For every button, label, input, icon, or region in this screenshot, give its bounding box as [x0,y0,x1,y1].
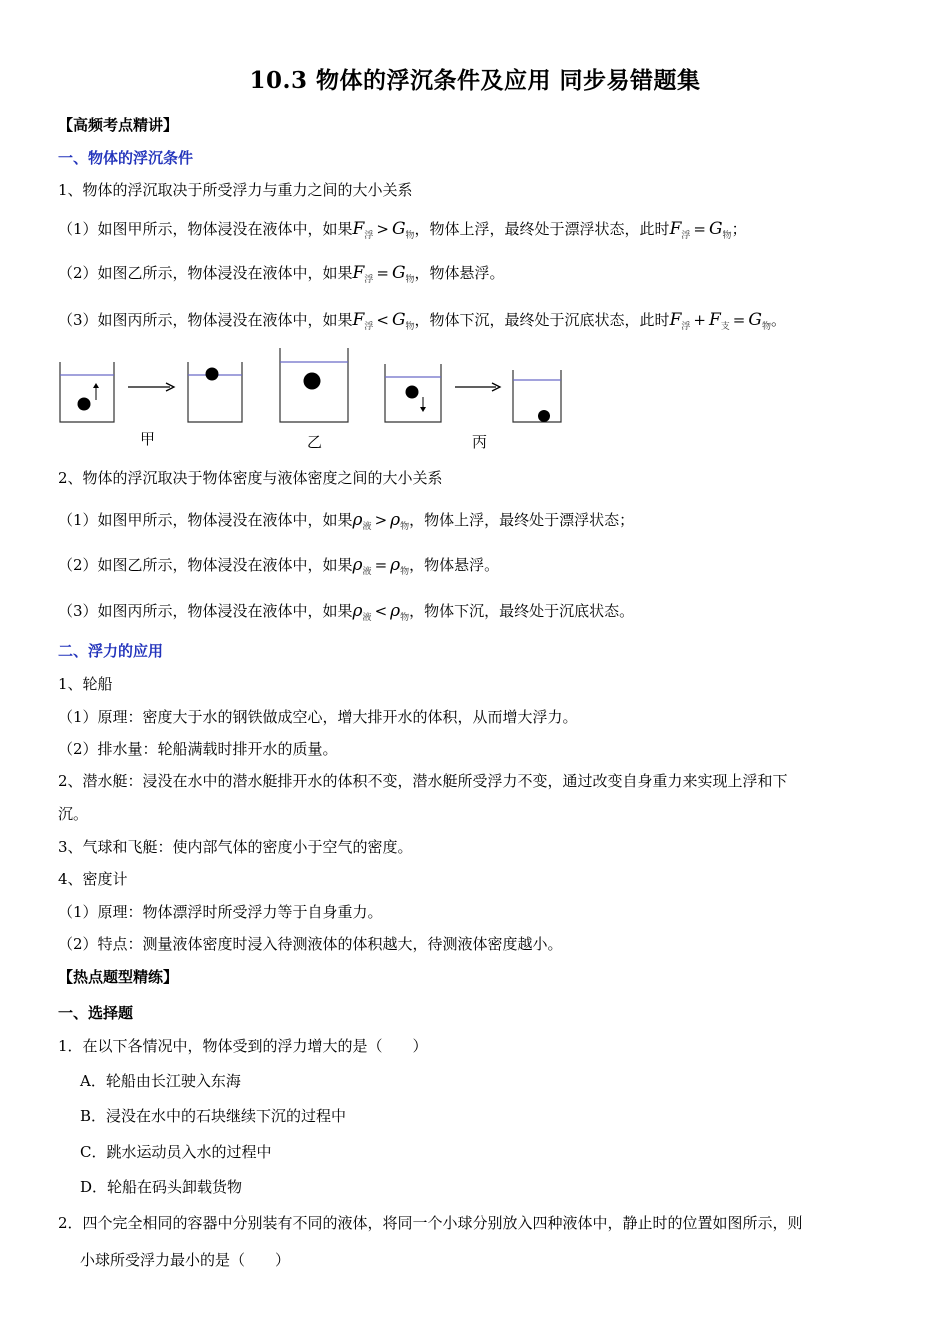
question-2-line2: 小球所受浮力最小的是（ ） [80,1251,291,1269]
page-title: 10.3 物体的浮沉条件及应用 同步易错题集 [249,67,701,94]
container-yi [280,348,348,422]
condition-line-2: （2）如图乙所示，物体浸没在液体中，如果$F_浮 = G_物$，物体悬浮。 [58,263,505,285]
formula-rho-lt: $\rho_液 < \rho_物$ [352,601,410,623]
container-bing-after [513,370,561,422]
formula-f-gt-g: $F_浮 > G_物$ [352,219,415,241]
container-bing-before [385,364,441,422]
question-1-option-d: D．轮船在码头卸载货物 [80,1178,243,1196]
question-1-option-b: B．浸没在水中的石块继续下沉的过程中 [80,1107,347,1125]
formula-rho-gt: $\rho_液 > \rho_物$ [352,510,410,532]
app-ship: 1、轮船 [58,675,113,693]
app-hydrometer: 4、密度计 [58,870,128,888]
arrow-bing [455,383,500,391]
formula-rho-eq: $\rho_液 = \rho_物$ [352,555,410,577]
question-2-line1: 2．四个完全相同的容器中分别装有不同的液体，将同一个小球分别放入四种液体中，静止时的位置如图所示，则 [58,1214,803,1232]
heading-buoyancy-applications: 二、浮力的应用 [58,642,164,660]
app-submarine-line2: 沉。 [58,805,89,823]
heading-float-sink-conditions: 一、物体的浮沉条件 [58,149,194,167]
formula-f-eq-g: $F_浮 = G_物$ [669,219,732,241]
label-jia: 甲 [140,430,156,448]
formula-f-eq-g-suspend: $F_浮 = G_物$ [352,263,415,285]
condition-line-3: （3）如图丙所示，物体浸没在液体中，如果$F_浮 < G_物$，物体下沉，最终处于沉底状态，此时$F_浮 + F_支 = G_物$。 [58,310,786,332]
label-bing: 丙 [472,433,488,451]
density-line-3: （3）如图丙所示，物体浸没在液体中，如果$\rho_液 < \rho_物$，物体下沉，最终处于沉底状态。 [58,601,635,623]
formula-f-lt-g: $F_浮 < G_物$ [352,310,415,332]
density-line-1: （1）如图甲所示，物体浸没在液体中，如果$\rho_液 > \rho_物$，物体上浮，最终处于漂浮状态； [58,510,635,532]
app-balloon: 3、气球和飞艇：使内部气体的密度小于空气的密度。 [58,838,413,856]
question-1: 1．在以下各情况中，物体受到的浮力增大的是（ ） [58,1037,428,1055]
condition-line-1: （1）如图甲所示，物体浸没在液体中，如果$F_浮 > G_物$，物体上浮，最终处于漂浮状态，此时$F_浮 = G_物$； [58,219,747,241]
arrow-jia [128,383,174,391]
container-jia-before [60,362,114,422]
container-jia-after [188,362,242,422]
density-line-2: （2）如图乙所示，物体浸没在液体中，如果$\rho_液 = \rho_物$，物体悬浮。 [58,555,500,577]
app-submarine-line1: 2、潜水艇：浸没在水中的潜水艇排开水的体积不变，潜水艇所受浮力不变，通过改变自身重力来实现上浮和下 [58,772,788,790]
question-1-option-a: A．轮船由长江驶入东海 [80,1072,241,1090]
formula-f-plus-f-eq-g: $F_浮 + F_支 = G_物$ [669,310,771,332]
heading-multiple-choice: 一、选择题 [58,1004,134,1022]
float-sink-figure [0,340,950,460]
paragraph-density-relation: 2、物体的浮沉取决于物体密度与液体密度之间的大小关系 [58,469,443,487]
app-ship-principle: （1）原理：密度大于水的钢铁做成空心，增大排开水的体积，从而增大浮力。 [58,708,578,726]
question-1-option-c: C．跳水运动员入水的过程中 [80,1143,272,1161]
label-yi: 乙 [307,433,323,451]
paragraph-force-relation: 1、物体的浮沉取决于所受浮力与重力之间的大小关系 [58,181,413,199]
app-ship-displacement: （2）排水量：轮船满载时排开水的质量。 [58,740,338,758]
app-hydrometer-principle: （1）原理：物体漂浮时所受浮力等于自身重力。 [58,903,383,921]
section-heading-key-points: 【高频考点精讲】 [58,116,179,134]
app-hydrometer-feature: （2）特点：测量液体密度时浸入待测液体的体积越大，待测液体密度越小。 [58,935,563,953]
section-heading-practice: 【热点题型精练】 [58,968,179,986]
